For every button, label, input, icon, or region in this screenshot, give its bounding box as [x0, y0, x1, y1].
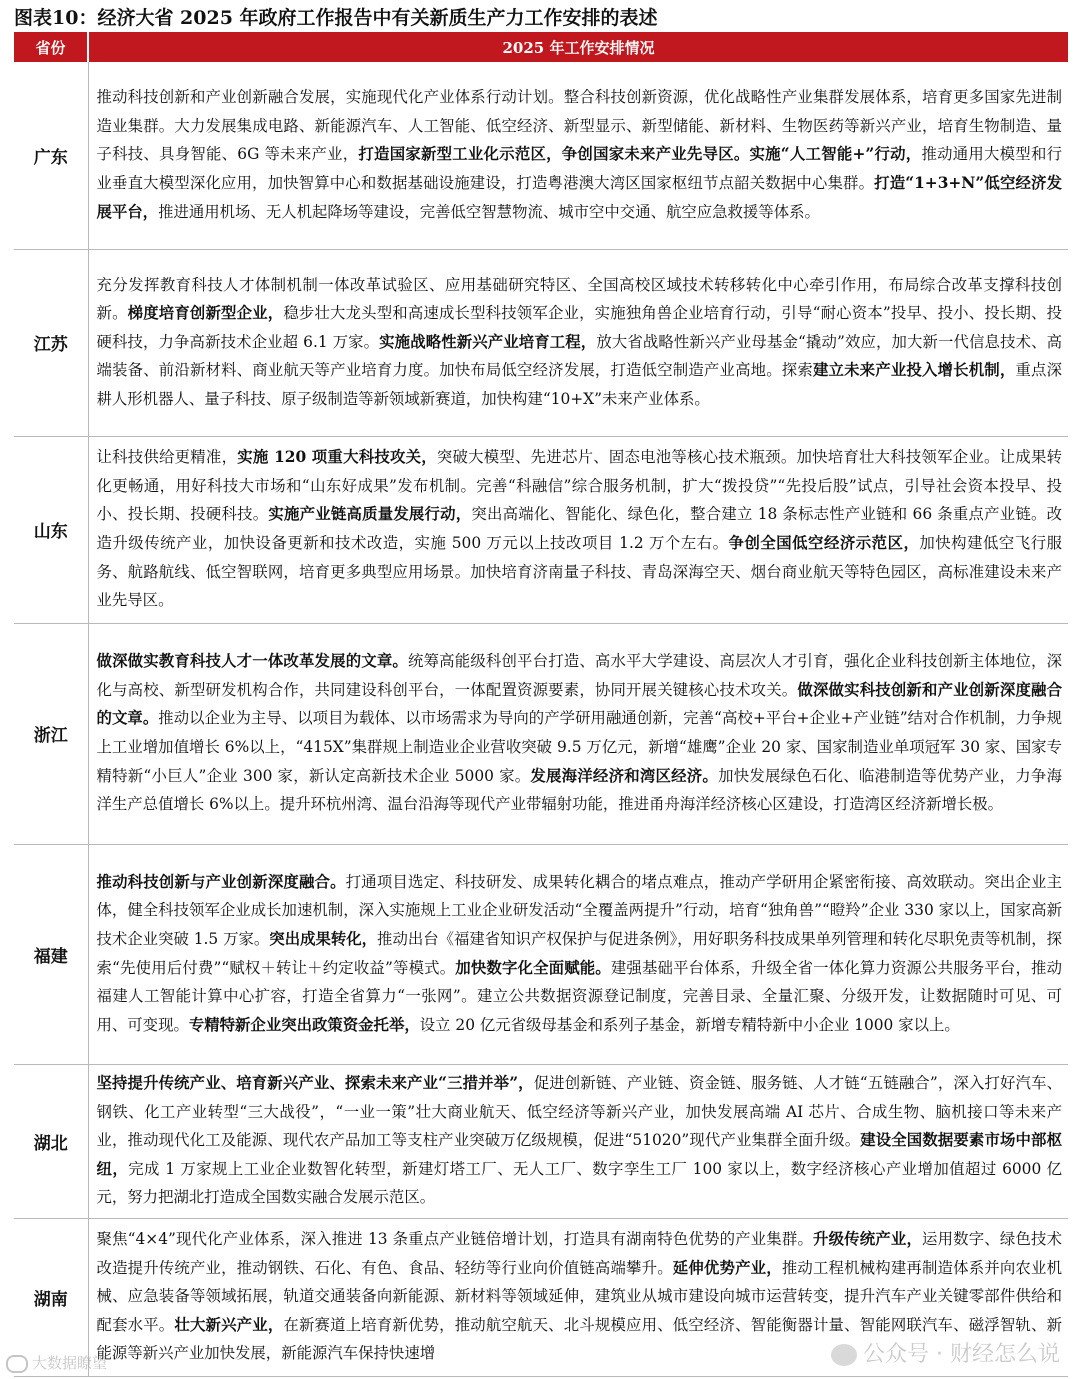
arrangement-cell — [88, 1064, 1068, 1218]
arrangement-cell — [88, 62, 1068, 249]
bold-text-segment: 建立未来产业投入增长机制， — [812, 361, 1016, 380]
bold-text-segment: 梯度培育创新型企业， — [127, 304, 284, 323]
watermark-right-text: 公众号 · 财经怎么说 — [863, 1342, 1060, 1367]
bold-text-segment: 升级传统产业， — [813, 1230, 923, 1249]
bold-text-segment: 突出成果转化， — [269, 929, 378, 948]
bold-text-segment: 实施产业链高质量发展行动， — [268, 505, 472, 524]
watermark-left-text: 大数据瞭望 — [32, 1354, 108, 1372]
text-segment: 在新赛道上培育新优势，推动航空航天、北斗规模应用、低空经济、智能衡器计量、智能网联汽车、磁浮智轨、新能源等新兴产业加快发展，新能源汽车保持快速增 — [96, 1315, 1062, 1363]
province-cell: 浙江 — [14, 623, 88, 844]
text-segment: 建强基础平台体系，升级全省一体化算力资源公共服务平台，推动福建人工智能计算中心扩容，打造全省算力“一张网”。建立公共数据资源登记制度，完善目录、全量汇聚、分级开发，让数据随时可见、可用、可变现。 — [96, 958, 1062, 1034]
text-segment: 加快发展绿色石化、临港制造等优势产业，力争海洋生产总值增长 6%以上。提升环杭州湾、温台沿海等现代产业带辐射功能，推进甬舟海洋经济核心区建设，打造湾区经济新增长极。 — [96, 766, 1062, 814]
province-cell: 江苏 — [14, 249, 88, 436]
bold-text-segment: 打造“1+3+N”低空经济发展平台， — [96, 174, 1062, 221]
bold-text-segment: 建设全国数据要素市场中部枢纽， — [96, 1131, 1062, 1178]
table-row — [14, 436, 1068, 623]
province-cell: 湖北 — [14, 1064, 88, 1218]
bold-text-segment: 发展海洋经济和湾区经济。 — [530, 766, 719, 785]
watermark-right — [831, 1337, 1060, 1373]
bold-text-segment: 坚持提升传统产业、培育新兴产业、探索未来产业“三措并举”， — [96, 1074, 534, 1093]
table-row — [14, 844, 1068, 1064]
text-segment: 运用数字、绿色技术改造提升传统产业，推动钢铁、石化、有色、食品、轻纺等行业向价值链高端攀升。 — [96, 1230, 1062, 1277]
text-segment: 推动科技创新和产业创新融合发展，实施现代化产业体系行动计划。整合科技创新资源，优化战略性产业集群发展体系，培育更多国家先进制造业集群。大力发展集成电路、新能源汽车、人工智能、低空经济、新型显示、新型储能、新材料、生物医药等新兴产业，培育生物制造、量子科技、具身智能、6G 等未来产业， — [96, 88, 1062, 164]
watermark-left — [6, 1351, 107, 1375]
province-cell: 广东 — [14, 62, 88, 249]
text-segment: 统筹高能级科创平台打造、高水平大学建设、高层次人才引育，强化企业科技创新主体地位，深化与高校、新型研发机构合作，共同建设科创平台，一体配置资源要素，协同开展关键核心技术攻关。 — [96, 652, 1062, 699]
text-segment: 推动通用大模型和行业垂直大模型深化应用，加快智算中心和数据基础设施建设，打造粤港澳大湾区国家枢纽节点韶关数据中心集群。 — [96, 145, 1062, 193]
arrangement-cell — [88, 844, 1068, 1064]
text-segment: 让科技供给更精准， — [96, 448, 238, 467]
text-segment: 放大省战略性新兴产业母基金“撬动”效应，加大新一代信息技术、高端装备、前沿新材料、商业航天等产业培育力度。加快布局低空经济发展，打造低空制造产业高地。探索 — [96, 332, 1062, 380]
header-province: 省份 — [14, 32, 88, 62]
bold-text-segment: 争创全国低空经济示范区， — [728, 534, 920, 552]
bold-text-segment: 实施“人工智能+”行动， — [749, 145, 922, 164]
text-segment: 充分发挥教育科技人才体制机制一体改革试验区、应用基础研究特区、全国高校区域技术转移转化中心牵引作用，布局综合改革支撑科技创新。 — [96, 275, 1062, 323]
figure-title: 图表10：经济大省 2025 年政府工作报告中有关新质生产力工作安排的表述 — [14, 7, 658, 29]
bold-text-segment: 加快数字化全面赋能。 — [455, 958, 611, 977]
header-arrangement: 2025 年工作安排情况 — [88, 32, 1068, 62]
table-row — [14, 1064, 1068, 1218]
bold-text-segment: 推动科技创新与产业创新深度融合。 — [96, 872, 346, 891]
province-cell: 湖南 — [14, 1218, 88, 1376]
bold-text-segment: 延伸优势产业， — [672, 1258, 782, 1277]
bold-text-segment: 做深做实科技创新和产业创新深度融合的文章。 — [96, 680, 1062, 728]
arrangement-cell — [88, 623, 1068, 844]
bold-text-segment: 壮大新兴产业， — [174, 1315, 284, 1334]
work-arrangement-table — [14, 32, 1068, 1377]
table-row — [14, 623, 1068, 844]
bold-text-segment: 打造国家新型工业化示范区，争创国家未来产业先导区。 — [358, 145, 750, 164]
bold-text-segment: 实施 120 项重大科技攻关， — [237, 448, 437, 467]
bold-text-segment: 做深做实教育科技人才一体改革发展的文章。 — [96, 652, 409, 671]
text-segment: 促进创新链、产业链、资金链、服务链、人才链“五链融合”，深入打好汽车、钢铁、化工产业转型“三大战役”，“一业一策”壮大商业航天、低空经济等新兴产业，加快发展高端 AI 芯片、合成生物、脑机接口等未来产业，推动现代化工及能源、现代农产品加工等支柱产业突破万亿级规模，促进“51020”现代产业集群全面升级。 — [96, 1074, 1062, 1150]
text-segment: 推动以企业为主导、以项目为载体、以市场需求为导向的产学研用融通创新，完善“高校+平台+企业+产业链”结对合作机制，力争规上工业增加值增长 6%以上，“415X”集群规上制造业企业营收突破 9.5 万亿元，新增“雄鹰”企业 20 家、国家制造业单项冠军 30 家、国家专精特新“小巨人”企业 300 家，新认定高新技术企业 5000 家。 — [96, 709, 1062, 785]
arrangement-cell — [88, 436, 1068, 623]
text-segment: 推动出台《福建省知识产权保护与促进条例》，用好职务科技成果单列管理和转化尽职免责等机制，探索“先使用后付费”“赋权＋转让＋约定收益”等模式。 — [96, 929, 1062, 977]
text-segment: 聚焦“4×4”现代化产业体系，深入推进 13 条重点产业链倍增计划，打造具有湖南特色优势的产业集群。 — [96, 1230, 814, 1249]
text-segment: 突破大模型、先进芯片、固态电池等核心技术瓶颈。加快培育壮大科技领军企业。让成果转化更畅通，用好科技大市场和“山东好成果”发布机制。完善“科融信”综合服务机制，扩大“拨投贷”“先投后股”试点，引导社会资本投早、投小、投长期、投硬科技。 — [96, 448, 1062, 524]
table-row — [14, 62, 1068, 249]
wechat-icon — [831, 1344, 857, 1366]
text-segment: 稳步壮大龙头型和高速成长型科技领军企业，实施独角兽企业培育行动，引导“耐心资本”投早、投小、投长期、投硬科技，力争高新技术企业超 6.1 万家。 — [96, 304, 1062, 351]
text-segment: 推进通用机场、无人机起降场等建设，完善低空智慧物流、城市空中交通、航空应急救援等体系。 — [158, 202, 820, 221]
table-row — [14, 249, 1068, 436]
bold-text-segment: 专精特新企业突出政策资金托举， — [188, 1015, 420, 1034]
text-segment: 完成 1 万家规上工业企业数智化转型，新建灯塔工厂、无人工厂、数字孪生工厂 100 家以上，数字经济核心产业增加值超过 6000 亿元，努力把湖北打造成全国数实融合发展示范区。 — [96, 1159, 1062, 1207]
province-cell: 山东 — [14, 436, 88, 623]
text-segment: 重点深耕人形机器人、量子科技、原子级制造等新领域新赛道，加快构建“10+X”未来产业体系。 — [96, 361, 1062, 408]
province-cell: 福建 — [14, 844, 88, 1064]
brand-logo-icon — [6, 1355, 28, 1373]
text-segment: 加快构建低空飞行服务、航路航线、低空智联网，培育更多典型应用场景。加快培育济南量子科技、青岛深海空天、烟台商业航天等特色园区，高标准建设未来产业先导区。 — [96, 534, 1062, 610]
text-segment: 打通项目选定、科技研发、成果转化耦合的堵点难点，推动产学研用企紧密衔接、高效联动。突出企业主体，健全科技领军企业成长加速机制，深入实施规上工业企业研发活动“全覆盖两提升”行动，培育“独角兽”“瞪羚”企业 330 家以上，国家高新技术企业突破 1.5 万家。 — [96, 872, 1062, 948]
arrangement-cell — [88, 249, 1068, 436]
text-segment: 推动工程机械构建再制造体系并向农业机械、应急装备等领域拓展，轨道交通装备向新能源、新材料等领域延伸，建筑业从城市建设向城市运营转变，提升汽车产业关键零部件供给和配套水平。 — [96, 1258, 1062, 1334]
text-segment: 突出高端化、智能化、绿色化，整合建立 18 条标志性产业链和 66 条重点产业链。改造升级传统产业，加快设备更新和技术改造，实施 500 万元以上技改项目 1.2 万个左右。 — [96, 505, 1062, 552]
table-body — [14, 62, 1068, 1376]
table-header-row — [14, 32, 1068, 62]
bold-text-segment: 实施战略性新兴产业培育工程， — [379, 332, 597, 351]
text-segment: 设立 20 亿元省级母基金和系列子基金，新增专精特新中小企业 1000 家以上。 — [419, 1015, 960, 1034]
